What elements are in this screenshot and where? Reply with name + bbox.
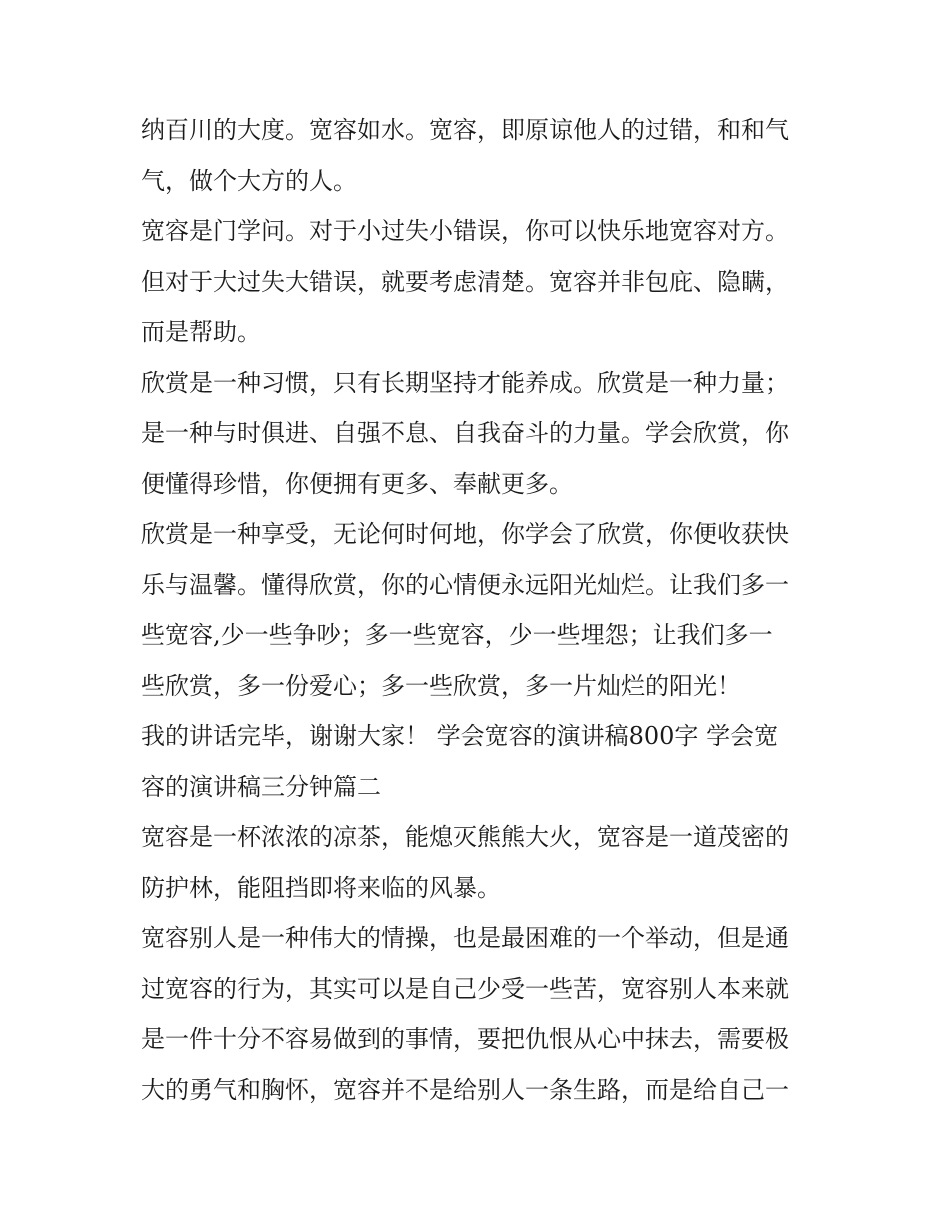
text-line: 我的讲话完毕，谢谢大家！ 学会宽容的演讲稿800字 学会宽 <box>141 722 779 750</box>
text-line: 宽容是一杯浓浓的凉茶，能熄灭熊熊大火，宽容是一道茂密的 <box>141 823 789 851</box>
text-line: 纳百川的大度。宽容如水。宽容，即原谅他人的过错，和和气 <box>141 116 789 144</box>
text-line: 欣赏是一种享受，无论何时何地，你学会了欣赏，你便收获快 <box>141 520 789 548</box>
text-line: 是一种与时俱进、自强不息、自我奋斗的力量。学会欣赏，你 <box>141 419 789 447</box>
text-line: 些宽容,少一些争吵；多一些宽容，少一些埋怨；让我们多一 <box>141 621 773 649</box>
text-line: 乐与温馨。懂得欣赏，你的心情便永远阳光灿烂。让我们多一 <box>141 570 789 599</box>
text-line: 大的勇气和胸怀，宽容并不是给别人一条生路，而是给自己一 <box>141 1075 789 1104</box>
text-line: 防护林，能阻挡即将来临的风暴。 <box>141 873 501 902</box>
text-line: 气，做个大方的人。 <box>141 166 357 195</box>
text-line: 而是帮助。 <box>141 318 261 346</box>
text-line: 是一件十分不容易做到的事情，要把仇恨从心中抹去，需要极 <box>141 1025 789 1053</box>
text-line: 欣赏是一种习惯，只有长期坚持才能养成。欣赏是一种力量； <box>141 368 789 397</box>
text-line: 些欣赏，多一份爱心；多一些欣赏，多一片灿烂的阳光！ <box>141 671 741 700</box>
text-line: 容的演讲稿三分钟篇二 <box>141 772 381 801</box>
document-body <box>141 105 821 1115</box>
text-line: 便懂得珍惜，你便拥有更多、奉献更多。 <box>141 469 573 498</box>
text-line: 宽容别人是一种伟大的情操，也是最困难的一个举动，但是通 <box>141 924 789 952</box>
text-line: 过宽容的行为，其实可以是自己少受一些苦，宽容别人本来就 <box>141 974 789 1003</box>
text-line: 但对于大过失大错误，就要考虑清楚。宽容并非包庇、隐瞒， <box>141 267 789 296</box>
text-line: 宽容是门学问。对于小过失小错误，你可以快乐地宽容对方。 <box>141 217 789 245</box>
